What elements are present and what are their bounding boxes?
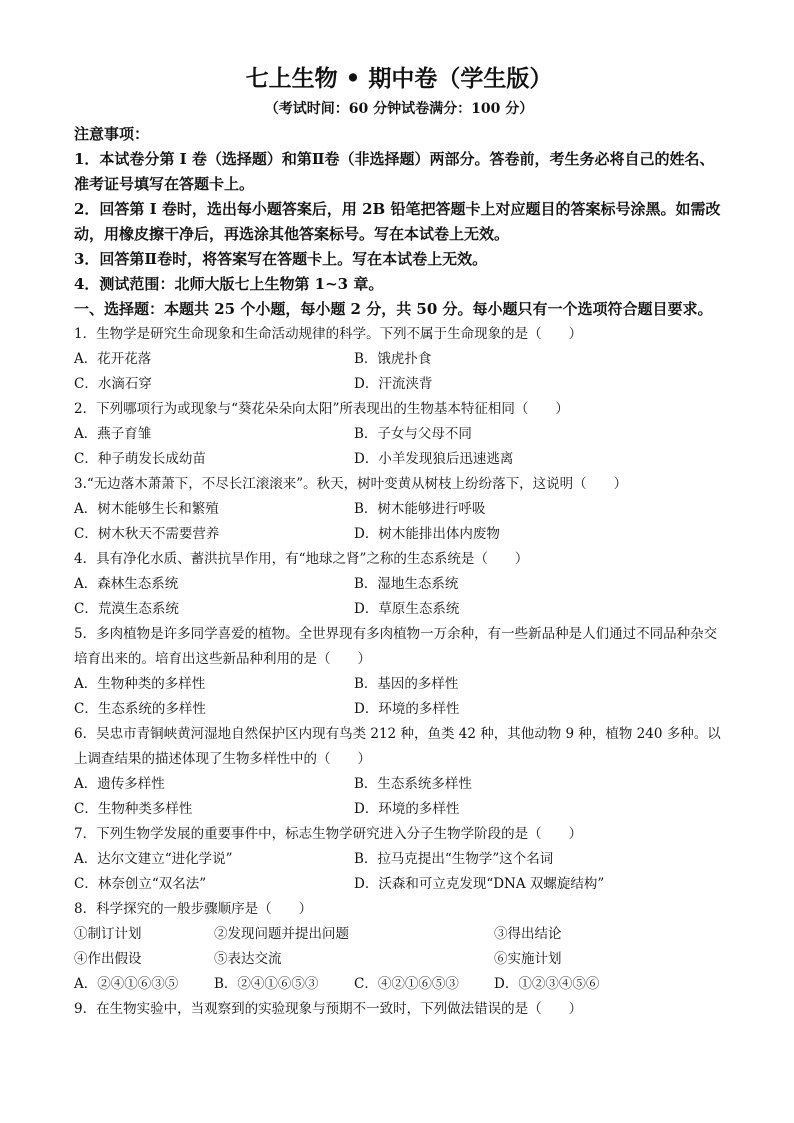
option-c: C．树木秋天不需要营养 [74,526,220,542]
option-c: C．生物种类多样性 [74,801,193,817]
option-a: A．树木能够生长和繁殖 [74,501,219,517]
option-b: B．拉马克提出“生物学”这个名词 [354,851,554,867]
option-d: D．汗流浃背 [354,376,433,392]
question-stem: 2．下列哪项行为或现象与“葵花朵朵向太阳”所表现出的生物基本特征相同（ ） [74,401,569,417]
question-stem: 9．在生物实验中，当观察到的实验现象与预期不一致时，下列做法错误的是（ ） [74,1001,583,1017]
option-d: D．①②③④⑤⑥ [494,976,600,992]
option-d: D．树木能排出体内废物 [354,526,500,542]
option-d: D．沃森和可立克发现“DNA 双螺旋结构” [354,876,605,892]
question-stem: 6．吴忠市青铜峡黄河湿地自然保护区内现有鸟类 212 种，鱼类 42 种，其他动物 9 种，植物 240 多种。以上调查结果的描述体现了生物多样性中的（ ） [74,726,721,767]
note-item: 3．回答第Ⅱ卷时，将答案写在答题卡上。写在本试卷上无效。 [74,250,488,268]
option-d: D．小羊发现狼后迅速逃离 [354,451,514,467]
option-b: B．树木能够进行呼吸 [354,501,486,517]
question-options [74,972,724,997]
question-stem: 1．生物学是研究生命现象和生命活动规律的科学。下列不属于生命现象的是（ ） [74,326,583,342]
exam-page [74,62,724,1022]
option-c: C．水滴石穿 [74,376,152,392]
option-a: A．花开花落 [74,351,152,367]
question-options [74,772,724,822]
option-c: C．④②①⑥⑤③ [354,976,459,992]
page-title: 七上生物 • 期中卷（学生版） [245,65,553,92]
note-item: 1．本试卷分第 I 卷（选择题）和第Ⅱ卷（非选择题）两部分。答卷前，考生务必将自己的姓名、准考证号填写在答题卡上。 [74,150,715,193]
note-item: 2．回答第 I 卷时，选出每小题答案后，用 2B 铅笔把答题卡上对应题目的答案标号涂黑。如需改动，用橡皮擦干净后，再选涂其他答案标号。写在本试卷上无效。 [74,200,721,243]
section-heading: 一、选择题：本题共 25 个小题，每小题 2 分，共 50 分。每小题只有一个选项符合题目要求。 [74,300,713,318]
question-stem: 8．科学探究的一般步骤顺序是（ ） [74,901,313,917]
option-d: D．环境的多样性 [354,801,460,817]
exam-info: （考试时间：60 分钟试卷满分：100 分） [264,101,534,117]
question-options [74,497,724,547]
option-c: C．荒漠生态系统 [74,601,179,617]
step-item: ⑥实施计划 [494,951,562,967]
option-a: A．遗传多样性 [74,776,165,792]
step-list [74,922,724,972]
option-b: B．饿虎扑食 [354,351,432,367]
step-item: ①制订计划 [74,926,142,942]
option-a: A．生物种类的多样性 [74,676,206,692]
step-item: ④作出假设 [74,951,142,967]
question-options [74,847,724,897]
notes-heading: 注意事项： [74,125,150,143]
option-c: C．生态系统的多样性 [74,701,206,717]
step-item: ②发现问题并提出问题 [214,926,349,942]
note-item: 4．测试范围：北师大版七上生物第 1~3 章。 [74,275,384,293]
question-options [74,572,724,622]
step-item: ⑤表达交流 [214,951,282,967]
question-stem: 4．具有净化水质、蓄洪抗旱作用，有“地球之肾”之称的生态系统是（ ） [74,551,529,567]
option-b: B．②④①⑥⑤③ [214,976,319,992]
question-stem: 3.“无边落木萧萧下，不尽长江滚滚来”。秋天，树叶变黄从树枝上纷纷落下，这说明（ ） [74,476,628,492]
option-b: B．生态系统多样性 [354,776,472,792]
option-c: C．林奈创立“双名法” [74,876,207,892]
option-a: A．森林生态系统 [74,576,179,592]
step-item: ③得出结论 [494,926,562,942]
option-d: D．草原生态系统 [354,601,460,617]
question-stem: 5．多肉植物是许多同学喜爱的植物。全世界现有多肉植物一万余种，有一些新品种是人们通过不同品种杂交培育出来的。培育出这些新品种利用的是（ ） [74,626,718,667]
option-a: A．②④①⑥③⑤ [74,976,179,992]
option-d: D．环境的多样性 [354,701,460,717]
option-c: C．种子萌发长成幼苗 [74,451,206,467]
question-stem: 7．下列生物学发展的重要事件中，标志生物学研究进入分子生物学阶段的是（ ） [74,826,583,842]
option-a: A．燕子育雏 [74,426,152,442]
option-b: B．湿地生态系统 [354,576,459,592]
option-a: A．达尔文建立“进化学说” [74,851,233,867]
option-b: B．子女与父母不同 [354,426,472,442]
question-options [74,422,724,472]
question-options [74,347,724,397]
question-options [74,672,724,722]
option-b: B．基因的多样性 [354,676,459,692]
